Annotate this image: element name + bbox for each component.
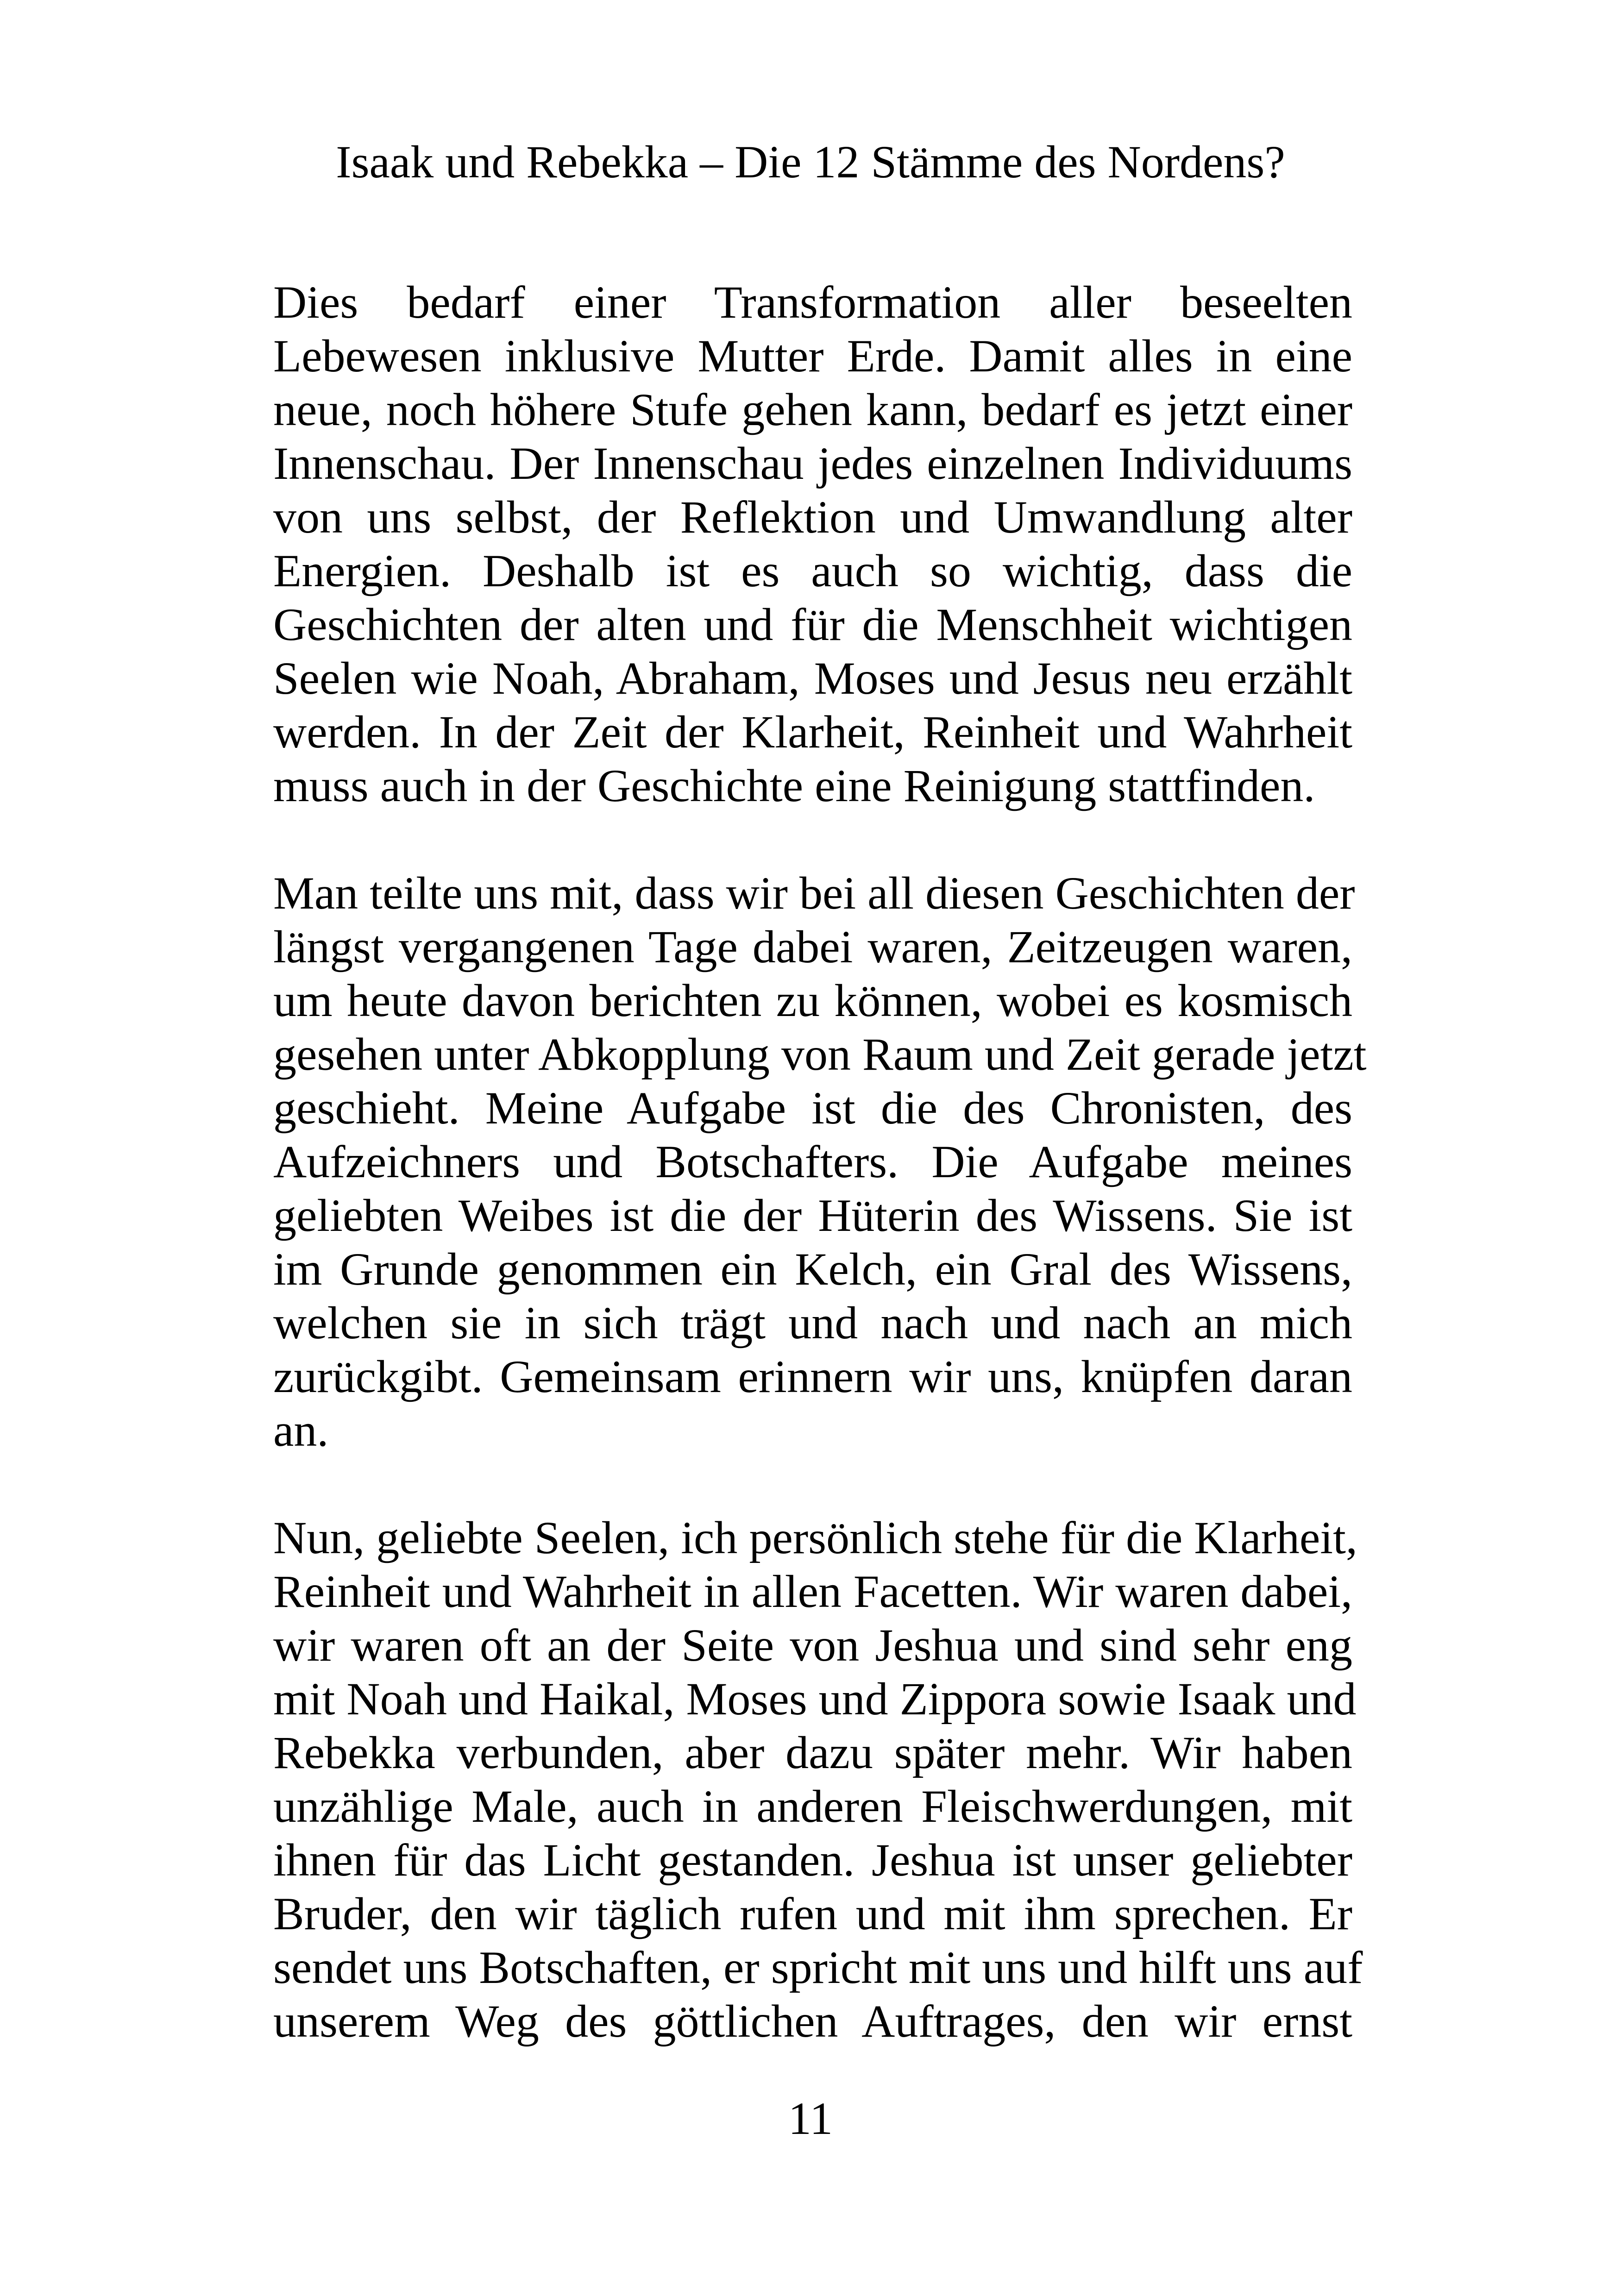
text-line: unserem Weg des göttlichen Auftrages, den wir ernst bbox=[273, 1995, 1352, 2047]
text-line: Nun, geliebte Seelen, ich persönlich stehe für die Klarheit, bbox=[273, 1512, 1357, 1563]
paragraph-3 bbox=[273, 1511, 1363, 2048]
text-line: längst vergangenen Tage dabei waren, Zeitzeugen waren, bbox=[273, 921, 1352, 972]
text-line: mit Noah und Haikal, Moses und Zippora sowie Isaak und bbox=[273, 1673, 1357, 1725]
text-line: Dies bedarf einer Transformation aller beseelten bbox=[273, 276, 1352, 328]
text-line: gesehen unter Abkopplung von Raum und Zeit gerade jetzt bbox=[273, 1029, 1367, 1080]
text-line: Geschichten der alten und für die Menschheit wichtigen bbox=[273, 599, 1352, 650]
text-line: geliebten Weibes ist die der Hüterin des Wissens. Sie ist bbox=[273, 1190, 1352, 1241]
text-line: Seelen wie Noah, Abraham, Moses und Jesus neu erzählt bbox=[273, 652, 1352, 704]
text-line: um heute davon berichten zu können, wobei es kosmisch bbox=[273, 975, 1352, 1026]
text-line: Aufzeichners und Botschafters. Die Aufgabe meines bbox=[273, 1136, 1352, 1187]
text-line: Energien. Deshalb ist es auch so wichtig, dass die bbox=[273, 545, 1352, 596]
text-line: geschieht. Meine Aufgabe ist die des Chronisten, des bbox=[273, 1082, 1352, 1134]
text-line: ihnen für das Licht gestanden. Jeshua ist unser geliebter bbox=[273, 1834, 1352, 1886]
text-line: Lebewesen inklusive Mutter Erde. Damit alles in eine bbox=[273, 330, 1352, 382]
paragraph-2 bbox=[273, 866, 1367, 1457]
text-line: welchen sie in sich trägt und nach und nach an mich bbox=[273, 1297, 1352, 1349]
text-line: Innenschau. Der Innenschau jedes einzelnen Individuums bbox=[273, 438, 1352, 489]
text-line: im Grunde genommen ein Kelch, ein Gral des Wissens, bbox=[273, 1243, 1352, 1295]
text-line: wir waren oft an der Seite von Jeshua und sind sehr eng bbox=[273, 1619, 1352, 1671]
page-number: 11 bbox=[788, 2093, 833, 2144]
text-line: Man teilte uns mit, dass wir bei all diesen Geschichten der bbox=[273, 867, 1355, 919]
text-line: von uns selbst, der Reflektion und Umwandlung alter bbox=[273, 491, 1352, 543]
text-line: muss auch in der Geschichte eine Reinigung stattfinden. bbox=[273, 760, 1315, 811]
paragraph-1 bbox=[273, 276, 1352, 813]
text-line: sendet uns Botschaften, er spricht mit uns und hilft uns auf bbox=[273, 1942, 1363, 1993]
body-text bbox=[273, 276, 1367, 2102]
text-line: zurückgibt. Gemeinsam erinnern wir uns, knüpfen daran bbox=[273, 1351, 1352, 1402]
text-line: Reinheit und Wahrheit in allen Facetten. Wir waren dabei, bbox=[273, 1566, 1352, 1617]
text-line: Bruder, den wir täglich rufen und mit ihm sprechen. Er bbox=[273, 1888, 1352, 1939]
running-header: Isaak und Rebekka – Die 12 Stämme des Nordens? bbox=[336, 136, 1285, 188]
text-line: neue, noch höhere Stufe gehen kann, bedarf es jetzt einer bbox=[273, 384, 1352, 435]
text-line: werden. In der Zeit der Klarheit, Reinheit und Wahrheit bbox=[273, 706, 1352, 758]
text-line: an. bbox=[273, 1405, 329, 1456]
text-line: Rebekka verbunden, aber dazu später mehr. Wir haben bbox=[273, 1727, 1352, 1778]
text-line: unzählige Male, auch in anderen Fleischwerdungen, mit bbox=[273, 1781, 1352, 1832]
